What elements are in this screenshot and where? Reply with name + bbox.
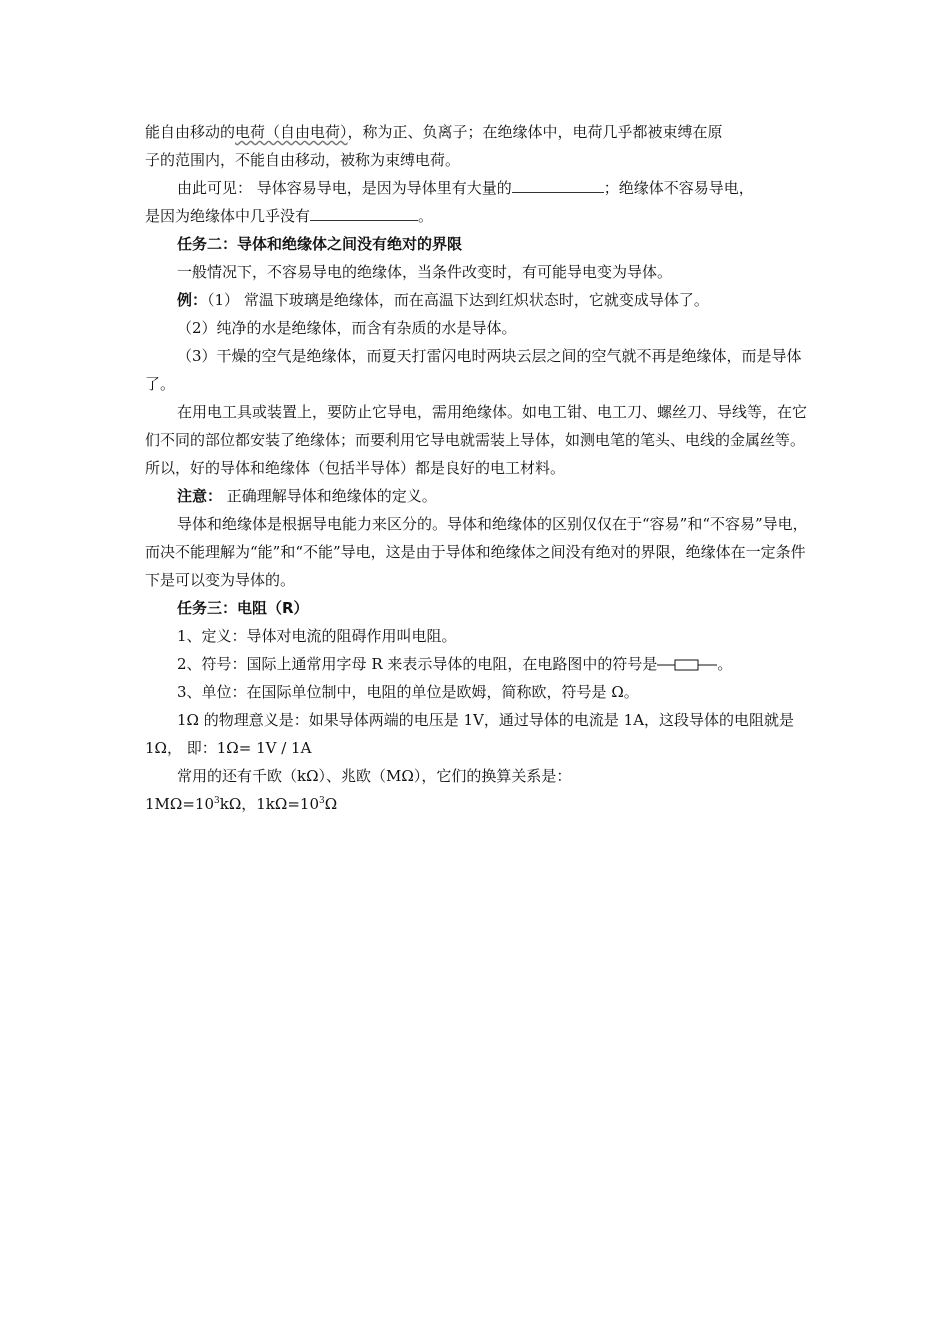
text-segment: ，称为正、负离子；在绝缘体中，电荷几乎都被束缚在原 bbox=[347, 123, 723, 141]
example-1 bbox=[145, 286, 810, 314]
resistance-definition: 1、定义：导体对电流的阻碍作用叫电阻。 bbox=[177, 627, 457, 645]
para-free-charge-line2: 子的范围内，不能自由移动，被称为束缚电荷。 bbox=[145, 151, 461, 169]
task2-heading: 任务二：导体和绝缘体之间没有绝对的界限 bbox=[177, 235, 463, 253]
example-2: （2）纯净的水是绝缘体，而含有杂质的水是导体。 bbox=[177, 319, 517, 337]
note-label: 注意： bbox=[177, 487, 223, 505]
text-segment: 正确理解导体和绝缘体的定义。 bbox=[222, 487, 437, 505]
text-segment: 2、符号：国际上通常用字母 R 来表示导体的电阻，在电路图中的符号是 bbox=[177, 655, 658, 673]
exponent: 3 bbox=[319, 796, 325, 806]
text-segment: 。 bbox=[717, 655, 733, 673]
text-segment: （1） 常温下玻璃是绝缘体，而在高温下达到红炽状态时，它就变成导体了。 bbox=[207, 291, 709, 309]
conclusion-line1 bbox=[145, 174, 810, 202]
text-segment: 1MΩ=10 bbox=[145, 795, 214, 813]
resistance-symbol-line bbox=[145, 650, 810, 678]
text-segment: Ω bbox=[324, 795, 338, 813]
resistor-symbol-icon bbox=[657, 658, 717, 672]
note-body: 导体和绝缘体是根据导电能力来区分的。导体和绝缘体的区别仅仅在于“容易”和“不容易”导电，而决不能理解为“能”和“不能”导电，这是由于导体和绝缘体之间没有绝对的界限，绝缘体在一定条件下是可以变为导体的。 bbox=[145, 515, 808, 589]
text-segment: 能自由移动的 bbox=[145, 123, 236, 141]
example-3: （3）干燥的空气是绝缘体，而夏天打雷闪电时两块云层之间的空气就不再是绝缘体，而是导体了。 bbox=[145, 347, 802, 393]
fill-blank-2[interactable] bbox=[310, 204, 418, 221]
common-units: 常用的还有千欧（kΩ）、兆欧（MΩ），它们的换算关系是： bbox=[177, 767, 572, 785]
resistance-unit: 3、单位：在国际单位制中，电阻的单位是欧姆，简称欧，符号是 Ω。 bbox=[177, 683, 639, 701]
example-label: 例： bbox=[177, 291, 208, 309]
text-segment: 。 bbox=[418, 207, 434, 225]
text-segment: ；绝缘体不容易导电， bbox=[603, 179, 754, 197]
conclusion-line2 bbox=[145, 202, 810, 230]
wavy-underlined-term: 电荷（自由电荷） bbox=[235, 123, 348, 141]
para-free-charge-line1 bbox=[145, 118, 810, 146]
text-segment: 由此可见： 导体容易导电，是因为导体里有大量的 bbox=[177, 179, 512, 197]
ohm-meaning: 1Ω 的物理意义是：如果导体两端的电压是 1V，通过导体的电流是 1A，这段导体的电阻就是 1Ω， 即：1Ω= 1V / 1A bbox=[145, 711, 795, 757]
task3-heading: 任务三：电阻（R） bbox=[177, 599, 309, 617]
task2-intro: 一般情况下，不容易导电的绝缘体，当条件改变时，有可能导电变为导体。 bbox=[177, 263, 673, 281]
text-segment: kΩ，1kΩ=10 bbox=[219, 795, 319, 813]
note-line bbox=[145, 482, 810, 510]
application-paragraph: 在用电工具或装置上，要防止它导电，需用绝缘体。如电工钳、电工刀、螺丝刀、导线等，在它们不同的部位都安装了绝缘体；而要利用它导电就需装上导体，如测电笔的笔头、电线的金属丝等。所以，好的导体和绝缘体（包括半导体）都是良好的电工材料。 bbox=[145, 403, 808, 477]
unit-conversion bbox=[145, 790, 810, 818]
exponent: 3 bbox=[214, 796, 220, 806]
document-page bbox=[145, 118, 810, 818]
text-segment: 是因为绝缘体中几乎没有 bbox=[145, 207, 311, 225]
fill-blank-1[interactable] bbox=[512, 176, 604, 193]
